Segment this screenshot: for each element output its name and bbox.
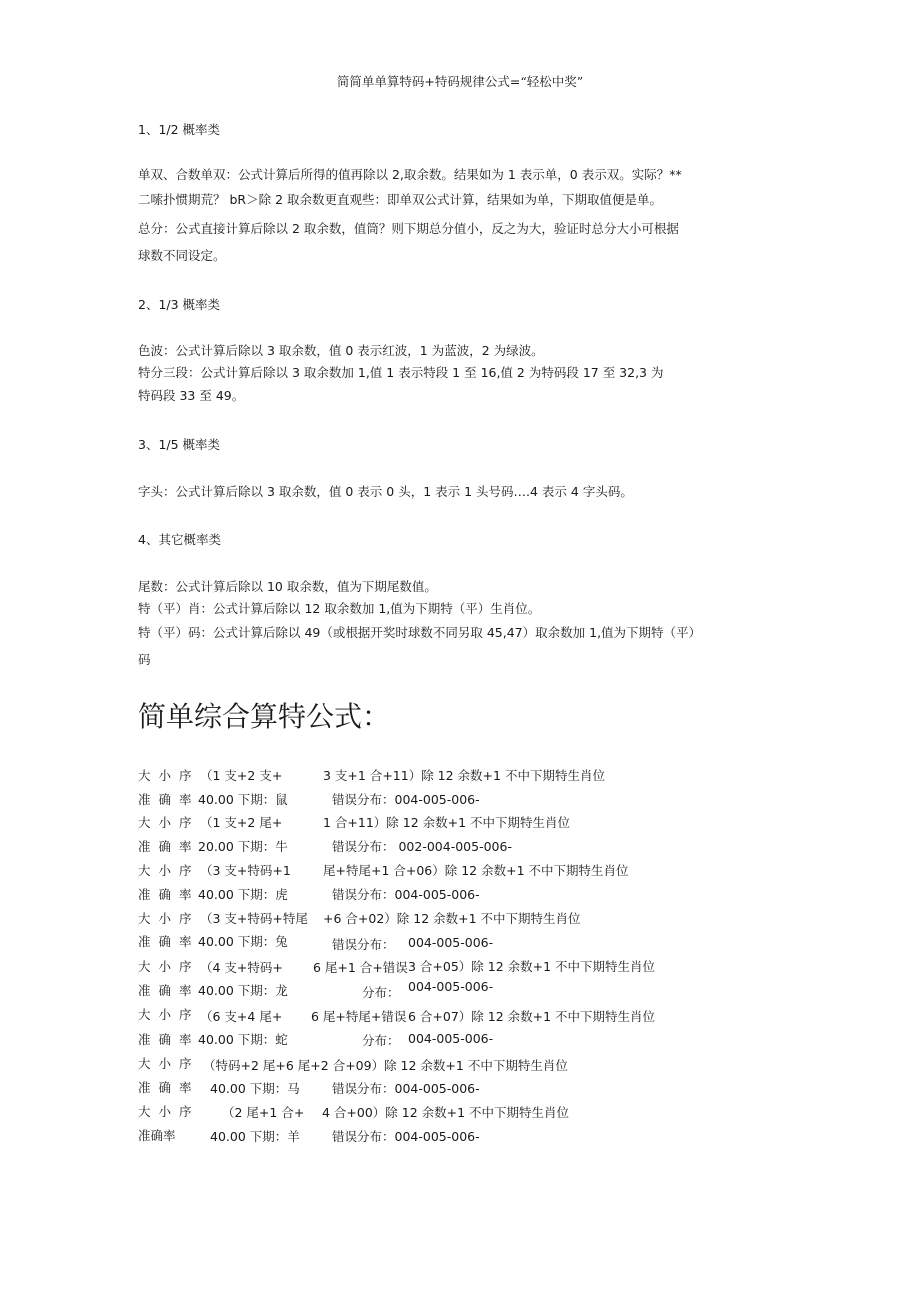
formula-text: 3 支+1 合+11）除 12 余数+1 不中下期特生肖位 [323, 768, 605, 783]
error-distribution: 错误分布： 002-004-005-006- [332, 839, 512, 854]
error-distribution: 004-005-006- [408, 1031, 494, 1046]
formula-text: （特码+2 尾+6 尾+2 合+09）除 12 余数+1 不中下期特生肖位 [203, 1058, 568, 1073]
paragraph-line: 球数不同设定。 [138, 248, 226, 263]
paragraph-line: 特分三段：公式计算后除以 3 取余数加 1,值 1 表示特段 1 至 16,值 2 为特码段 17 至 32,3 为 [138, 365, 664, 380]
paragraph-line: 色波：公式计算后除以 3 取余数，值 0 表示红波，1 为蓝波，2 为绿波。 [138, 343, 544, 358]
formula-heading: 简单综合算特公式： [138, 700, 391, 733]
formula-label: 大 小 序 [138, 959, 194, 974]
formula-text: 尾+特尾+1 合+06）除 12 余数+1 不中下期特生肖位 [323, 863, 629, 878]
formula-label: 大 小 序 [138, 911, 194, 926]
accuracy-value: 40.00 下期：兔 [198, 934, 288, 949]
paragraph-line: 特码段 33 至 49。 [138, 388, 245, 403]
paragraph-line: 特（平）码：公式计算后除以 49（或根据开奖时球数不同另取 45,47）取余数加 1,值为下期特（平） [138, 625, 702, 640]
formula-label: 大 小 序 [138, 815, 194, 830]
error-distribution-label: 错误分布： [332, 937, 395, 952]
accuracy-label: 准 确 率 [138, 887, 194, 902]
error-distribution-label: 分布： [362, 1033, 400, 1048]
section-heading: 1、1/2 概率类 [138, 122, 221, 137]
paragraph-line: 码 [138, 652, 151, 667]
formula-text: 6 尾+1 合+错误 [313, 960, 408, 975]
formula-text: 6 合+07）除 12 余数+1 不中下期特生肖位 [408, 1009, 656, 1024]
formula-text: （3 支+特码+1 [200, 863, 291, 878]
error-distribution: 004-005-006- [408, 979, 494, 994]
accuracy-value: 40.00 下期：虎 [198, 887, 288, 902]
accuracy-value: 40.00 下期：蛇 [198, 1032, 288, 1047]
formula-label: 大 小 序 [138, 1104, 194, 1119]
formula-text: （6 支+4 尾+ [200, 1009, 283, 1024]
formula-label: 大 小 序 [138, 1056, 194, 1071]
formula-text: 6 尾+特尾+错误 [311, 1009, 407, 1024]
section-heading: 2、1/3 概率类 [138, 297, 221, 312]
paragraph-line: 单双、合数单双：公式计算后所得的值再除以 2,取余数。结果如为 1 表示单，0 表示双。实际？** [138, 167, 682, 182]
error-distribution: 错误分布：004-005-006- [332, 792, 480, 807]
accuracy-label: 准 确 率 [138, 1032, 194, 1047]
formula-label: 大 小 序 [138, 863, 194, 878]
error-distribution-label: 分布： [362, 985, 400, 1000]
accuracy-label: 准 确 率 [138, 1080, 194, 1095]
paragraph-line: 二嗦扑惯期荒？ bR＞除 2 取余数更直观些：即单双公式计算，结果如为单，下期取值便是单。 [138, 192, 662, 207]
formula-label: 大 小 序 [138, 1007, 194, 1022]
paragraph-line: 尾数：公式计算后除以 10 取余数，值为下期尾数值。 [138, 579, 437, 594]
formula-text: （1 支+2 尾+ [200, 815, 283, 830]
error-distribution: 错误分布：004-005-006- [332, 1081, 480, 1096]
accuracy-value: 40.00 下期：马 [210, 1081, 300, 1096]
formula-label: 大 小 序 [138, 768, 194, 783]
section-heading: 4、其它概率类 [138, 532, 221, 547]
accuracy-label: 准 确 率 [138, 983, 194, 998]
error-distribution: 错误分布：004-005-006- [332, 1129, 480, 1144]
accuracy-label: 准 确 率 [138, 934, 194, 949]
paragraph-line: 字头：公式计算后除以 3 取余数，值 0 表示 0 头，1 表示 1 头号码….4 表示 4 字头码。 [138, 484, 633, 499]
formula-text: （3 支+特码+特尾 [200, 911, 308, 926]
paragraph-line: 总分：公式直接计算后除以 2 取余数，值筒？则下期总分值小，反之为大，验证时总分大小可根据 [138, 221, 679, 236]
section-heading: 3、1/5 概率类 [138, 437, 221, 452]
accuracy-value: 40.00 下期：鼠 [198, 792, 288, 807]
error-distribution: 错误分布：004-005-006- [332, 887, 480, 902]
accuracy-label: 准 确 率 [138, 792, 194, 807]
paragraph-line: 特（平）肖：公式计算后除以 12 取余数加 1,值为下期特（平）生肖位。 [138, 601, 541, 616]
accuracy-label: 准 确 率 [138, 839, 194, 854]
formula-text: 4 合+00）除 12 余数+1 不中下期特生肖位 [322, 1105, 570, 1120]
formula-text: （2 尾+1 合+ [222, 1105, 305, 1120]
accuracy-value: 40.00 下期：羊 [210, 1129, 300, 1144]
accuracy-value: 40.00 下期：龙 [198, 983, 288, 998]
formula-text: +6 合+02）除 12 余数+1 不中下期特生肖位 [323, 911, 581, 926]
accuracy-label: 准确率 [138, 1128, 176, 1143]
formula-text: （1 支+2 支+ [200, 768, 283, 783]
accuracy-value: 20.00 下期：牛 [198, 839, 288, 854]
formula-text: （4 支+特码+ [200, 960, 283, 975]
formula-text: 1 合+11）除 12 余数+1 不中下期特生肖位 [323, 815, 571, 830]
error-distribution: 004-005-006- [408, 935, 494, 950]
formula-text: 3 合+05）除 12 余数+1 不中下期特生肖位 [408, 959, 656, 974]
document-title: 简简单单算特码+特码规律公式=“轻松中奖” [336, 74, 584, 89]
